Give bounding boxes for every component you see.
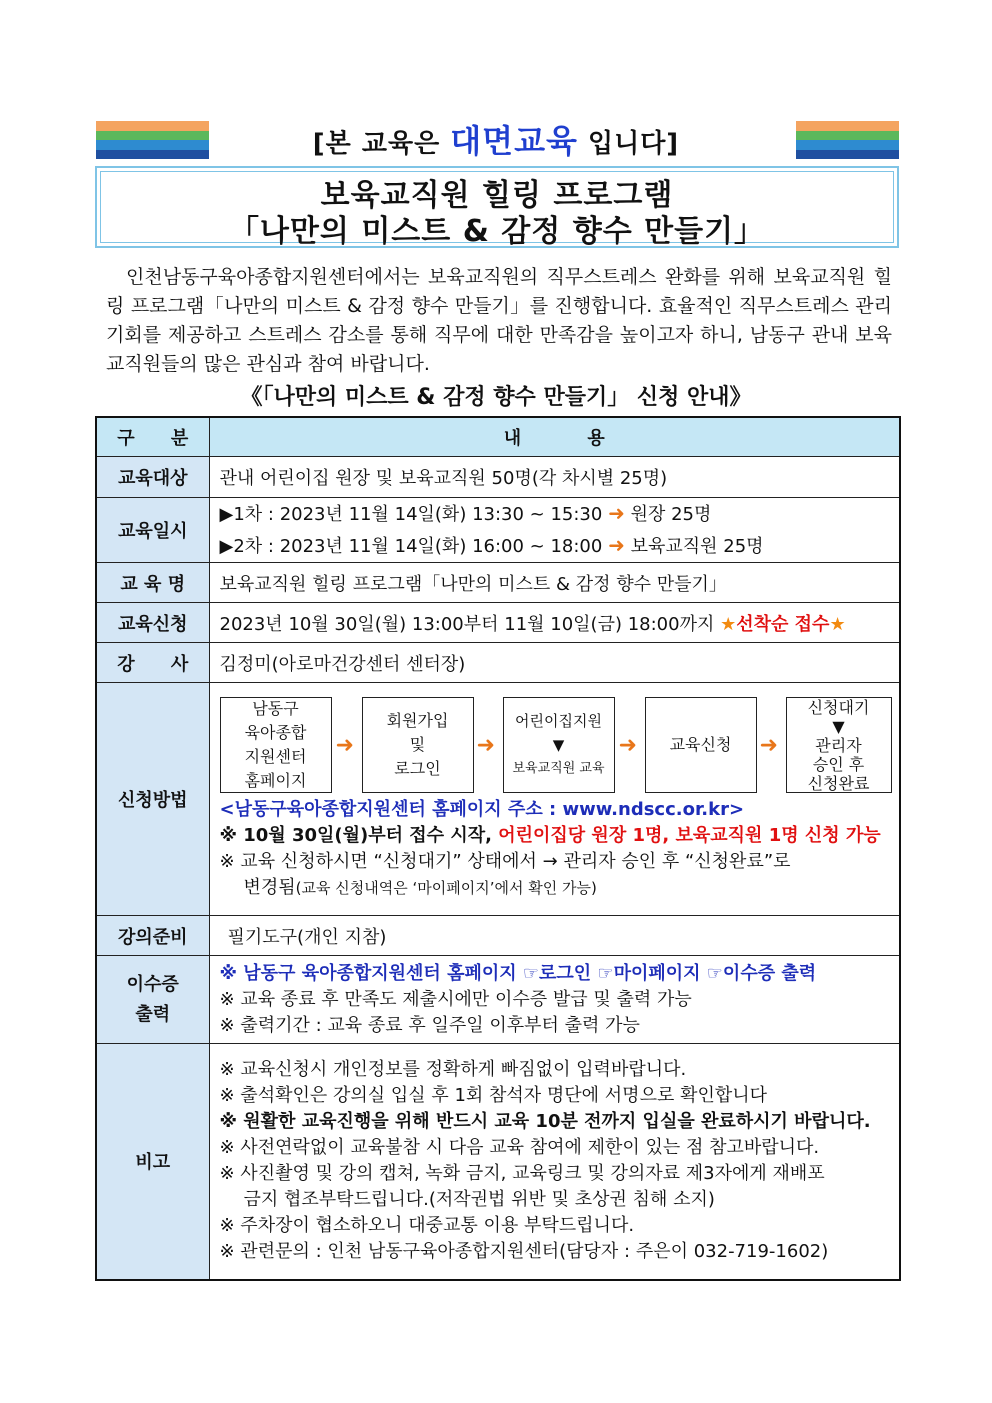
row-label-name: 교 육 명 [96,563,209,603]
table-row: 신청방법 남동구 육아종합 지원센터 홈페이지 ➜ 회원가입 및 로그인 ➜ 어린이집지원 ▼ 보육교직원 교육 ➜ 교육신청 ➜ 신청대기 ▼ 관리자 승인 후 신청완료 <남동구육아종합지원센터 홈페이지 주소 : www.ndscc.or.kr> ※ 10월 30일(월)부터 접수 시작, 어린이집당 원장 1명, 보육교직원 1명 신청 가능 ※ 교육 신청하시면 “신청대기” 상태에서 → 관리자 승인 후 “신청완료”로 변경됨(교육 신청내역은 ‘마이페이지’에서 확인 가능) [96,683,900,916]
arrival-notice: ※ 원활한 교육진행을 위해 반드시 교육 10분 전까지 입실을 완료하시기 바랍니다. [219,1111,871,1133]
apply-limit-note: 어린이집당 원장 1명, 보육교직원 1명 신청 가능 [498,825,881,846]
notice-highlight: 대면교육 [450,122,578,160]
apply-period: 2023년 10월 30일(월) 13:00부터 11월 10일(금) 18:00까지 [219,613,715,635]
flow-step-approval: 신청대기 ▼ 관리자 승인 후 신청완료 [786,697,892,793]
table-row [96,498,900,563]
table-row [96,643,900,683]
row-label-method: 신청방법 [96,683,209,916]
arrow-icon: ➜ [608,501,625,525]
apply-flow [220,689,894,797]
intro-paragraph: 인천남동구육아종합지원센터에서는 보육교직원의 직무스트레스 완화를 위해 보육교직원 힐링 프로그램「나만의 미스트 & 감정 향수 만들기」를 진행합니다. 효율적인 직무스트레스 관리 기회를 제공하고 스트레스 감소를 통해 직무에 대한 만족감을 높이고자 하니, 남동구 관내 보육교직원들의 많은 관심과 참여 바랍니다. [106,266,892,375]
page-title-line2: 「나만의 미스트 & 감정 향수 만들기」 [228,214,766,249]
target-value: 관내 어린이집 원장 및 보육교직원 50명(각 차시별 25명) [209,457,900,498]
table-row [96,603,900,643]
flow-step-login: 회원가입 및 로그인 [362,697,474,793]
info-table [95,416,901,1281]
table-row [96,563,900,603]
row-label-lecturer: 강 사 [96,643,209,683]
header-content: 내 용 [209,417,900,457]
flow-step-apply: 교육신청 [645,697,757,793]
table-header-row [96,417,900,457]
first-come-note: 선착순 접수 [736,613,830,635]
row-label-date: 교육일시 [96,498,209,563]
star-icon: ★ [720,613,737,635]
homepage-address: <남동구육아종합지원센터 홈페이지 주소 : www.ndscc.or.kr> [219,799,745,820]
contact-info: ※ 관련문의 : 인천 남동구육아종합지원센터(담당자 : 주은이 032-719-1602) [219,1241,829,1263]
session-1: ▶1차 : 2023년 11월 14일(화) 13:30 ~ 15:30 ➜ 원장 25명 [219,501,712,525]
program-name: 보육교직원 힐링 프로그램「나만의 미스트 & 감정 향수 만들기」 [209,563,900,603]
title-box [95,166,899,248]
guide-title: 《「나만의 미스트 & 감정 향수 만들기」 신청 안내》 [240,385,752,410]
prep-value: 필기도구(개인 지참) [209,916,900,956]
row-label-certificate: 이수증 출력 [96,956,209,1044]
row-label-apply: 교육신청 [96,603,209,643]
lecturer-value: 김정미(아로마건강센터 센터장) [209,643,900,683]
table-row [96,457,900,498]
table-row [96,916,900,956]
arrow-icon: ➜ [608,533,625,557]
table-row: 비고 ※ 교육신청시 개인정보를 정확하게 빠짐없이 입력바랍니다. ※ 출석확인은 강의실 입실 후 1회 참석자 명단에 서명으로 확인합니다 ※ 원활한 교육진행을 위해 반드시 교육 10분 전까지 입실을 완료하시기 바랍니다. ※ 사전연락없이 교육불참 시 다음 교육 참여에 제한이 있는 점 참고바랍니다. ※ 사진촬영 및 강의 캡쳐, 녹화 금지, 교육링크 및 강의자료 제3자에게 재배포 금지 협조부탁드립니다.(저작권법 위반 및 초상권 침해 소지) ※ 주차장이 협소하오니 대중교통 이용 부탁드립니다. ※ 관련문의 : 인천 남동구육아종합지원센터(담당자 : 주은이 032-719-1602) [96,1044,900,1280]
table-row: 이수증 출력 ※ 남동구 육아종합지원센터 홈페이지 ☞로그인 ☞마이페이지 ☞이수증 출력 ※ 교육 종료 후 만족도 제출시에만 이수증 발급 및 출력 가능 ※ 출력기간 : 교육 종료 후 일주일 이후부터 출력 가능 [96,956,900,1044]
arrow-icon: ➜ [476,733,495,758]
arrow-icon: ➜ [335,733,354,758]
star-icon: ★ [829,613,846,635]
session-2: ▶2차 : 2023년 11월 14일(화) 16:00 ~ 18:00 ➜ 보육교직원 25명 [219,533,764,557]
row-label-remark: 비고 [96,1044,209,1280]
arrow-icon: ➜ [618,733,637,758]
row-label-prep: 강의준비 [96,916,209,956]
header-category: 구 분 [96,417,209,457]
flow-step-daycare-support: 어린이집지원 ▼ 보육교직원 교육 [503,697,615,793]
notice-banner: [본 교육은 대면교육 입니다] [312,122,680,160]
row-label-target: 교육대상 [96,457,209,498]
arrow-icon: ➜ [759,733,778,758]
page-title-line1: 보육교직원 힐링 프로그램 [320,178,674,213]
certificate-path: ※ 남동구 육아종합지원센터 홈페이지 ☞로그인 ☞마이페이지 ☞이수증 출력 [219,962,817,984]
flow-step-homepage: 남동구 육아종합 지원센터 홈페이지 [220,697,332,793]
